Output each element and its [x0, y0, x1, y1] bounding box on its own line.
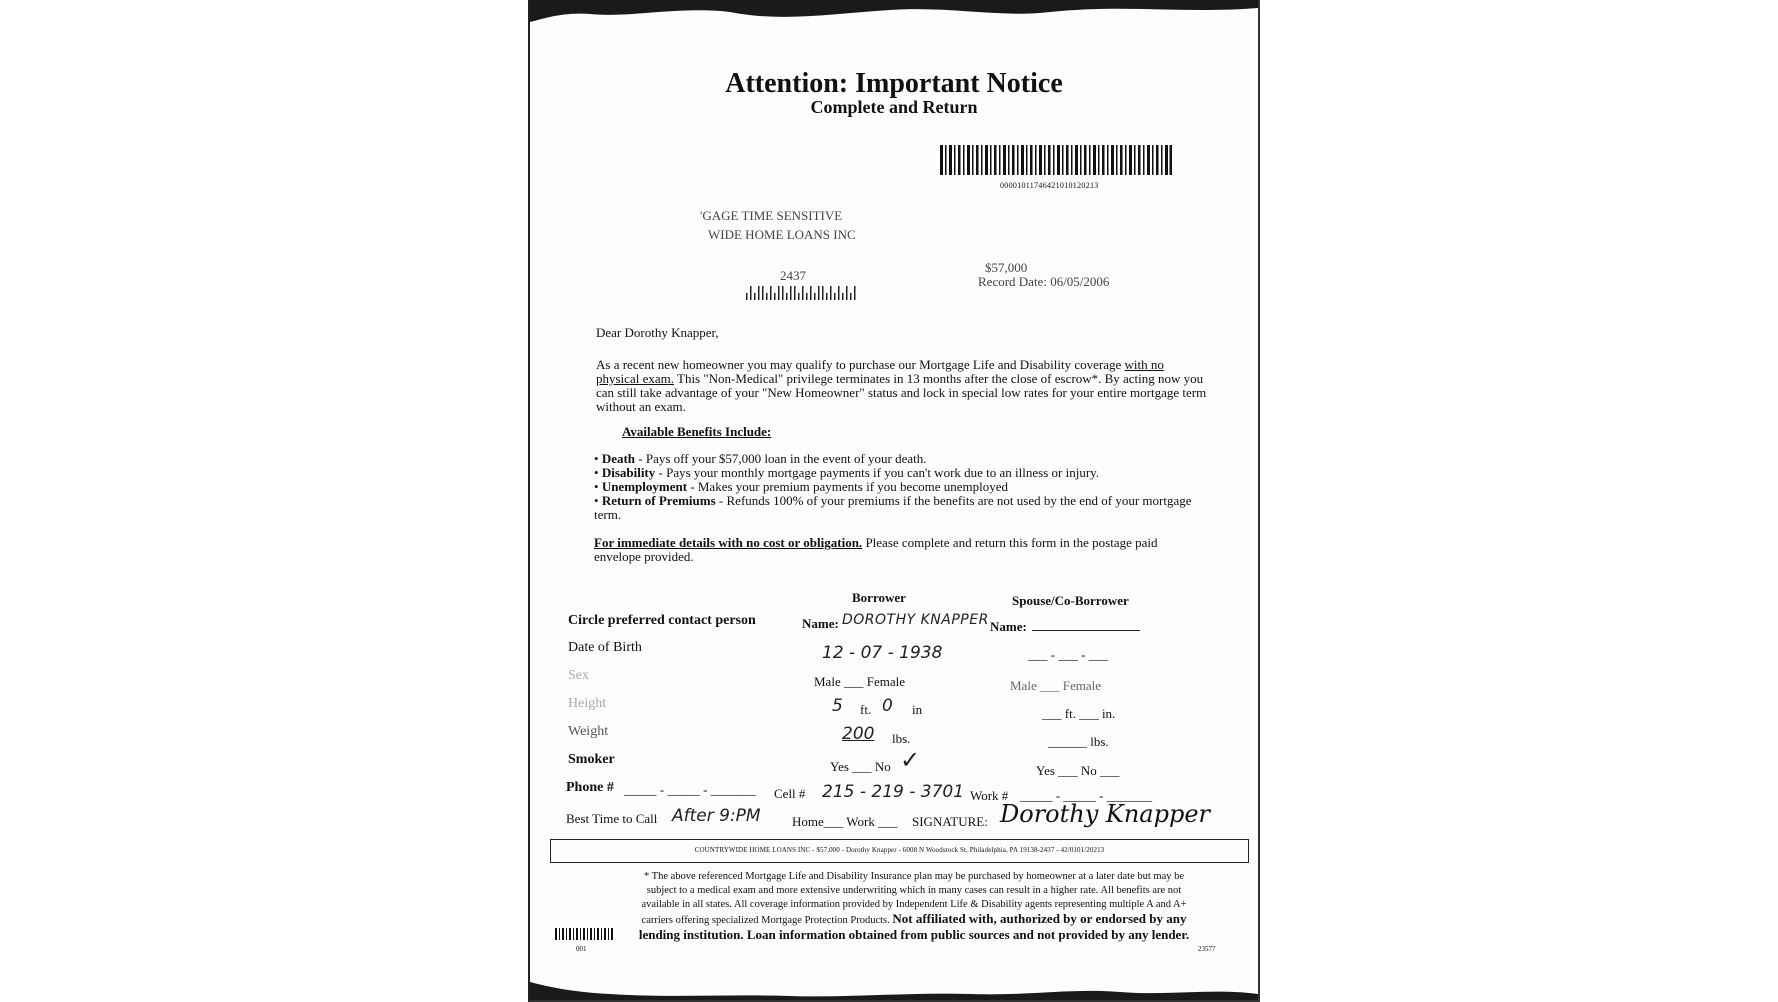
- disclaimer-text: * The above referenced Mortgage Life and Disability Insurance plan may be purchased by homeowner at a later date but may be subject to a medical exam and more extensive underwriting which in many cases can result in a higher rate. All benefits are not available in all states. All coverage information provided by Independent Life & Disability agents representing multiple A and A+ carriers offering specialized Mortgage Protection Products.: [641, 871, 1187, 926]
- weight-label: Weight: [568, 724, 609, 739]
- smoker-label: Smoker: [568, 752, 615, 767]
- mailing-id-box: [550, 839, 1249, 863]
- borrower-smoker-options[interactable]: Yes ___ No: [830, 759, 891, 774]
- coborrower-height-field[interactable]: ___ ft. ___ in.: [1042, 706, 1116, 721]
- cta-rest: Please complete and return this form in the postage paid envelope provided.: [594, 535, 1158, 564]
- cta-paragraph: [594, 536, 1206, 564]
- scan-edge-bottom: [530, 974, 1258, 1000]
- mini-barcode: [555, 928, 613, 940]
- coborrower-name-label: Name:: [990, 619, 1027, 634]
- ft-unit: ft.: [860, 702, 872, 717]
- coborrower-name-field[interactable]: [1032, 630, 1140, 631]
- loan-amount: $57,000: [985, 260, 1028, 275]
- mailing-id-line: COUNTRYWIDE HOME LOANS INC - $57,000 - Dorothy Knapper - 6008 N Woodstock St, Philadelphia, PA 19138-2437 - 42/0101/20213: [694, 846, 1105, 854]
- work-phone-label: Work #: [970, 788, 1009, 803]
- mini-code-right: 23577: [1198, 945, 1216, 953]
- cell-value[interactable]: 215 - 219 - 3701: [822, 782, 965, 802]
- borrower-dob-value[interactable]: 12 - 07 - 1938: [822, 643, 943, 663]
- home-work-options[interactable]: Home___ Work ___: [792, 814, 898, 829]
- borrower-height-ft-value[interactable]: 5: [832, 696, 843, 716]
- notice-subtitle: Complete and Return: [810, 97, 978, 117]
- sex-label: Sex: [568, 668, 589, 683]
- coborrower-column-heading: Spouse/Co-Borrower: [1012, 593, 1129, 608]
- address-line-1: 'GAGE TIME SENSITIVE: [700, 208, 843, 223]
- borrower-weight-value[interactable]: 200: [842, 724, 875, 744]
- best-time-value[interactable]: After 9:PM: [672, 806, 761, 826]
- barcode-number: 00001011746421010120213: [1000, 181, 1099, 190]
- intro-paragraph: [596, 358, 1208, 414]
- borrower-sex-options[interactable]: Male ___ Female: [814, 674, 905, 689]
- lbs-unit: lbs.: [892, 731, 911, 746]
- postal-barcode: [746, 286, 856, 300]
- borrower-column-heading: Borrower: [852, 590, 906, 605]
- mini-code-left: 001: [576, 945, 587, 953]
- borrower-name-label: Name:: [802, 616, 839, 631]
- record-date: Record Date: 06/05/2006: [978, 274, 1110, 289]
- in-unit: in: [912, 702, 923, 717]
- salutation: Dear Dorothy Knapper,: [596, 325, 719, 340]
- smoker-no-check-mark[interactable]: ✓: [900, 746, 921, 774]
- height-label: Height: [568, 696, 607, 711]
- coborrower-sex-options[interactable]: Male ___ Female: [1010, 678, 1101, 693]
- benefits-list: [594, 452, 1204, 522]
- best-time-label: Best Time to Call: [566, 811, 658, 826]
- list-item: • Disability - Pays your monthly mortgage payments if you can't work due to an illness or injury.: [594, 465, 1100, 480]
- borrower-name-value[interactable]: DOROTHY KNAPPER: [842, 612, 989, 628]
- borrower-height-in-value[interactable]: 0: [882, 696, 893, 716]
- list-item: • Return of Premiums - Refunds 100% of your premiums if the benefits are not used by the end of your mortgage term.: [594, 493, 1192, 522]
- intro-text-1: As a recent new homeowner you may qualify to purchase our Mortgage Life and Disability coverage: [596, 357, 1122, 372]
- list-item: • Death - Pays off your $57,000 loan in the event of your death.: [594, 451, 927, 466]
- phone-field[interactable]: _____ - _____ - _______: [624, 782, 757, 797]
- intro-text-2: This "Non-Medical" privilege terminates in 13 months after the close of escrow*. By acting now you can still take advantage of your "New Homeowner" status and lock in special low rates for your entire mortgage term without an exam.: [596, 371, 1207, 414]
- dob-label: Date of Birth: [568, 640, 642, 655]
- coborrower-dob-field[interactable]: ___ - ___ - ___: [1028, 647, 1109, 662]
- benefits-heading: Available Benefits Include:: [622, 424, 772, 439]
- cell-label: Cell #: [774, 786, 806, 801]
- disclaimer: [634, 870, 1194, 944]
- intro-underlined: with no physical exam.: [596, 357, 1164, 386]
- phone-label: Phone #: [566, 780, 614, 795]
- signature-value[interactable]: Dorothy Knapper: [1000, 800, 1210, 828]
- scan-edge-top: [530, 0, 1258, 26]
- notice-document: [528, 0, 1260, 1002]
- notice-title: Attention: Important Notice: [725, 68, 1063, 99]
- work-phone-field[interactable]: _____ - _____ - _______: [1020, 788, 1153, 803]
- cta-underlined: For immediate details with no cost or obligation.: [594, 535, 863, 550]
- signature-label: SIGNATURE:: [912, 814, 988, 829]
- address-line-3: 2437: [780, 268, 806, 283]
- disclaimer-bold: Not affiliated with, authorized by or endorsed by any lending institution. Loan information obtained from public sources and not provided by any lender.: [638, 911, 1190, 942]
- coborrower-weight-field[interactable]: ______ lbs.: [1048, 734, 1109, 749]
- list-item: • Unemployment - Makes your premium payments if you become unemployed: [594, 479, 1008, 494]
- coborrower-smoker-options[interactable]: Yes ___ No ___: [1036, 763, 1120, 778]
- barcode: [940, 145, 1172, 175]
- circle-contact-label: Circle preferred contact person: [568, 613, 756, 628]
- address-line-2: WIDE HOME LOANS INC: [708, 227, 856, 242]
